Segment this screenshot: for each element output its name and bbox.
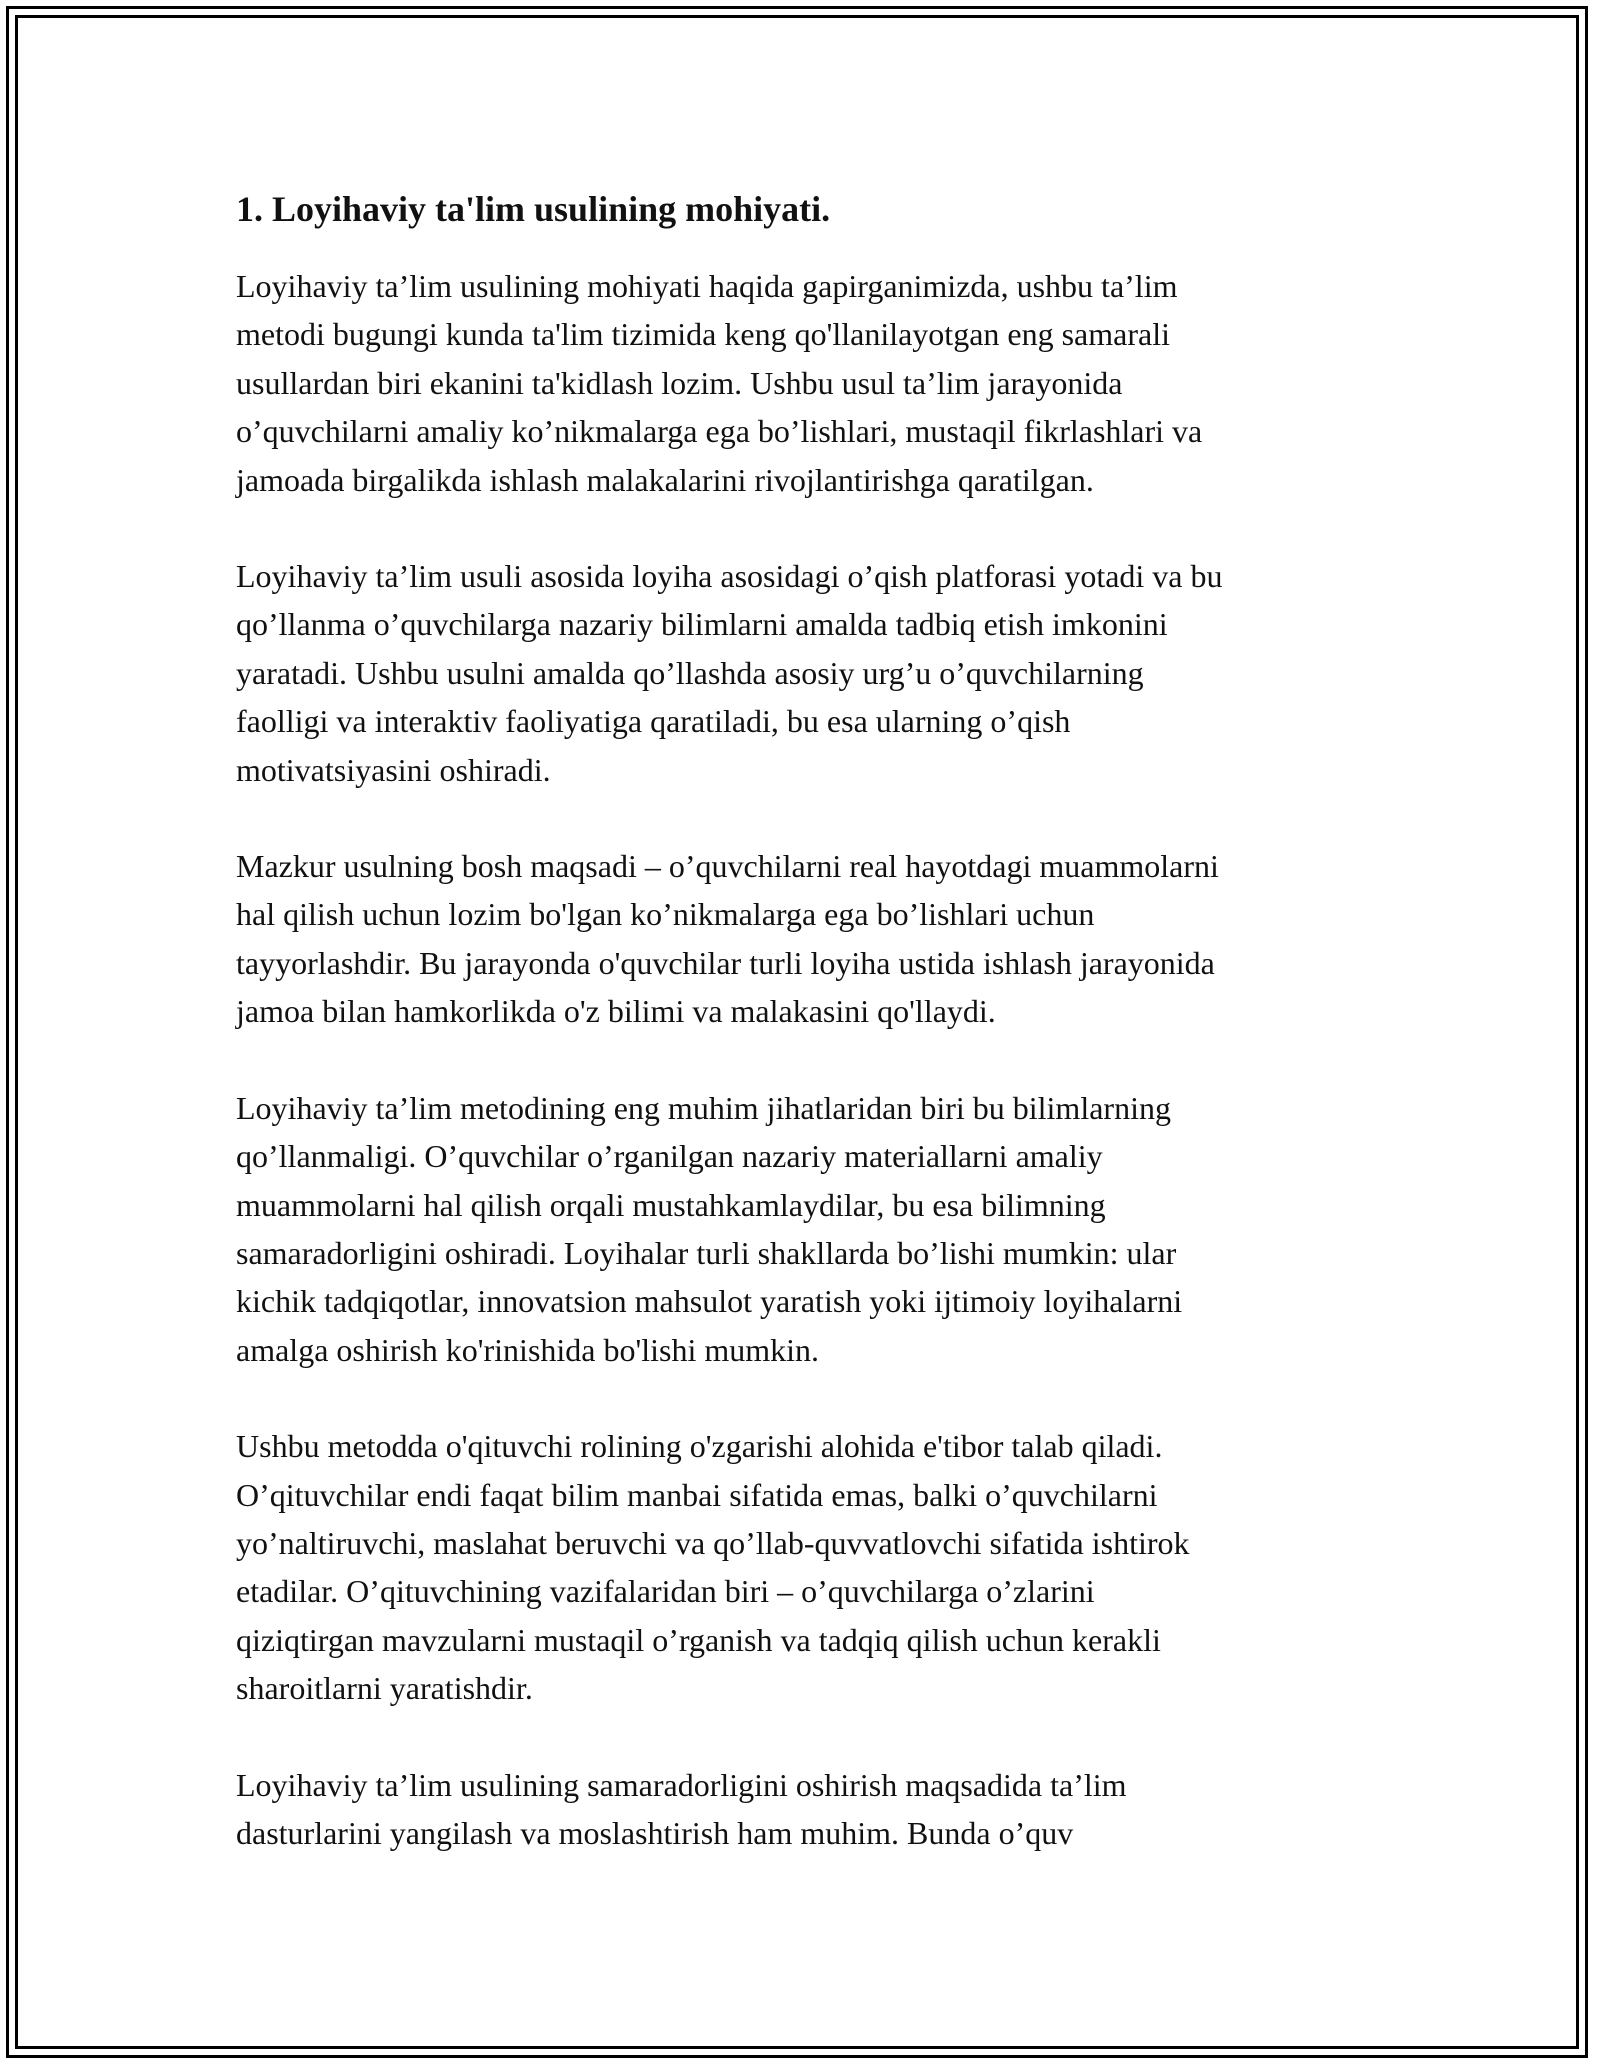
text-line: yo’naltiruvchi, maslahat beruvchi va qo’llab-quvvatlovchi sifatida ishtirok	[236, 1524, 1190, 1561]
text-line: sharoitlarni yaratishdir.	[236, 1670, 533, 1707]
paragraph-5	[236, 1422, 1396, 1712]
text-line: Ushbu metodda o'qituvchi rolining o'zgarishi alohida e'tibor talab qiladi.	[236, 1428, 1163, 1465]
text-line: jamoada birgalikda ishlash malakalarini rivojlantirishga qaratilgan.	[236, 461, 1094, 498]
paragraph-6	[236, 1761, 1396, 1858]
text-line: metodi bugungi kunda ta'lim tizimida keng qo'llanilayotgan eng samarali	[236, 316, 1170, 353]
text-line: usullardan biri ekanini ta'kidlash lozim. Ushbu usul ta’lim jarayonida	[236, 364, 1123, 401]
text-line: dasturlarini yangilash va moslashtirish ham muhim. Bunda o’quv	[236, 1814, 1074, 1851]
paragraph-2	[236, 552, 1396, 794]
text-line: jamoa bilan hamkorlikda o'z bilimi va malakasini qo'llaydi.	[236, 993, 996, 1030]
text-line: kichik tadqiqotlar, innovatsion mahsulot yaratish yoki ijtimoiy loyihalarni	[236, 1283, 1183, 1320]
text-line: O’qituvchilar endi faqat bilim manbai sifatida emas, balki o’quvchilarni	[236, 1476, 1158, 1513]
text-line: samaradorligini oshiradi. Loyihalar turli shakllarda bo’lishi mumkin: ular	[236, 1234, 1177, 1271]
text-line: o’quvchilarni amaliy ko’nikmalarga ega bo’lishlari, mustaqil fikrlashlari va	[236, 413, 1203, 450]
paragraph-4	[236, 1084, 1396, 1374]
text-line: yaratadi. Ushbu usulni amalda qo’llashda asosiy urg’u o’quvchilarning	[236, 654, 1144, 691]
text-line: etadilar. O’qituvchining vazifalaridan biri – o’quvchilarga o’zlarini	[236, 1573, 1095, 1610]
text-line: amalga oshirish ko'rinishida bo'lishi mumkin.	[236, 1331, 820, 1368]
document-body	[236, 186, 1396, 1905]
text-line: motivatsiyasini oshiradi.	[236, 751, 551, 788]
text-line: Loyihaviy ta’lim metodining eng muhim jihatlaridan biri bu bilimlarning	[236, 1089, 1171, 1126]
text-line: muammolarni hal qilish orqali mustahkamlaydilar, bu esa bilimning	[236, 1186, 1106, 1223]
text-line: faolligi va interaktiv faoliyatiga qaratiladi, bu esa ularning o’qish	[236, 703, 1071, 740]
text-line: qo’llanmaligi. O’quvchilar o’rganilgan nazariy materiallarni amaliy	[236, 1138, 1103, 1175]
text-line: hal qilish uchun lozim bo'lgan ko’nikmalarga ega bo’lishlari uchun	[236, 896, 1095, 933]
text-line: qiziqtirgan mavzularni mustaqil o’rganish va tadqiq qilish uchun kerakli	[236, 1621, 1161, 1658]
section-heading: 1. Loyihaviy ta'lim usulining mohiyati.	[236, 189, 831, 229]
text-line: Loyihaviy ta’lim usuli asosida loyiha asosidagi o’qish platforasi yotadi va bu	[236, 558, 1223, 595]
text-line: Loyihaviy ta’lim usulining samaradorligini oshirish maqsadida ta’lim	[236, 1766, 1127, 1803]
text-line: Mazkur usulning bosh maqsadi – o’quvchilarni real hayotdagi muammolarni	[236, 848, 1219, 885]
text-line: qo’llanma o’quvchilarga nazariy bilimlarni amalda tadbiq etish imkonini	[236, 606, 1168, 643]
text-line: tayyorlashdir. Bu jarayonda o'quvchilar turli loyiha ustida ishlash jarayonida	[236, 944, 1215, 981]
text-line: Loyihaviy ta’lim usulining mohiyati haqida gapirganimizda, ushbu ta’lim	[236, 268, 1178, 304]
paragraph-3	[236, 842, 1396, 1036]
paragraph-1	[236, 262, 1396, 504]
